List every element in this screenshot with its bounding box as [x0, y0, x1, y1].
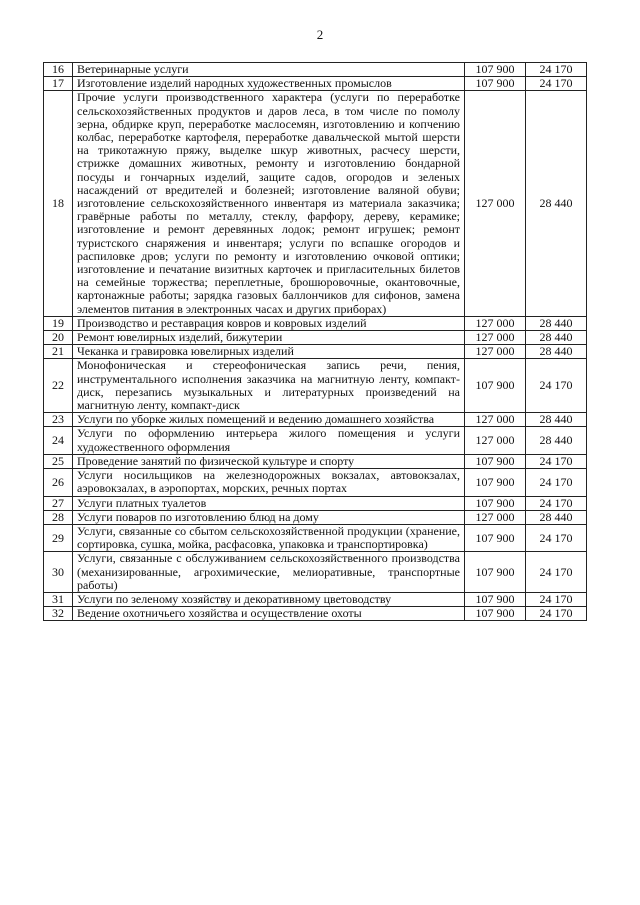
value-a: 127 000	[465, 413, 526, 427]
service-name: Услуги носильщиков на железнодорожных вокзалах, автовокзалах, аэровокзалах, в аэропортах, морских, речных портах	[73, 469, 465, 496]
row-number: 18	[44, 91, 73, 316]
value-a: 127 000	[465, 331, 526, 345]
row-number: 24	[44, 427, 73, 454]
value-a: 107 900	[465, 592, 526, 606]
value-a: 127 000	[465, 510, 526, 524]
value-b: 24 170	[526, 63, 587, 77]
value-a: 107 900	[465, 77, 526, 91]
table-row	[44, 91, 587, 316]
value-b: 24 170	[526, 607, 587, 621]
service-name: Изготовление изделий народных художественных промыслов	[73, 77, 465, 91]
table-row	[44, 592, 587, 606]
row-number: 20	[44, 331, 73, 345]
service-name: Чеканка и гравировка ювелирных изделий	[73, 345, 465, 359]
service-name: Проведение занятий по физической культуре и спорту	[73, 454, 465, 468]
value-a: 107 900	[465, 359, 526, 413]
row-number: 28	[44, 510, 73, 524]
value-b: 24 170	[526, 454, 587, 468]
table-row	[44, 427, 587, 454]
row-number: 23	[44, 413, 73, 427]
table-body	[44, 63, 587, 621]
value-a: 107 900	[465, 469, 526, 496]
table-row	[44, 316, 587, 330]
service-name: Услуги по уборке жилых помещений и ведению домашнего хозяйства	[73, 413, 465, 427]
page-number: 2	[316, 27, 324, 42]
value-b: 28 440	[526, 345, 587, 359]
service-name: Услуги платных туалетов	[73, 496, 465, 510]
value-a: 127 000	[465, 91, 526, 316]
value-b: 28 440	[526, 331, 587, 345]
value-a: 107 900	[465, 552, 526, 593]
value-b: 28 440	[526, 427, 587, 454]
value-a: 107 900	[465, 496, 526, 510]
table-row	[44, 469, 587, 496]
value-a: 107 900	[465, 524, 526, 551]
value-b: 28 440	[526, 510, 587, 524]
value-b: 24 170	[526, 592, 587, 606]
value-a: 127 000	[465, 345, 526, 359]
value-b: 24 170	[526, 359, 587, 413]
value-b: 24 170	[526, 469, 587, 496]
table-row	[44, 331, 587, 345]
service-name: Услуги по оформлению интерьера жилого помещения и услуги художественного оформления	[73, 427, 465, 454]
row-number: 27	[44, 496, 73, 510]
value-b: 28 440	[526, 413, 587, 427]
value-a: 107 900	[465, 607, 526, 621]
row-number: 29	[44, 524, 73, 551]
value-b: 24 170	[526, 496, 587, 510]
table-row	[44, 359, 587, 413]
row-number: 30	[44, 552, 73, 593]
value-b: 28 440	[526, 316, 587, 330]
value-a: 127 000	[465, 316, 526, 330]
table-row	[44, 510, 587, 524]
service-name: Услуги поваров по изготовлению блюд на дому	[73, 510, 465, 524]
value-a: 127 000	[465, 427, 526, 454]
service-name: Производство и реставрация ковров и ковровых изделий	[73, 316, 465, 330]
service-name: Услуги, связанные со сбытом сельскохозяйственной продукции (хранение, сортировка, сушка, мойка, расфасовка, упаковка и транспортировка)	[73, 524, 465, 551]
service-name: Ветеринарные услуги	[73, 63, 465, 77]
service-name: Ремонт ювелирных изделий, бижутерии	[73, 331, 465, 345]
row-number: 26	[44, 469, 73, 496]
value-b: 24 170	[526, 524, 587, 551]
row-number: 32	[44, 607, 73, 621]
value-b: 24 170	[526, 77, 587, 91]
table-row	[44, 496, 587, 510]
table-row	[44, 524, 587, 551]
row-number: 22	[44, 359, 73, 413]
table-row	[44, 345, 587, 359]
value-b: 28 440	[526, 91, 587, 316]
service-name: Монофоническая и стереофоническая запись речи, пения, инструментального исполнения заказчика на магнитную ленту, компакт-диск, перезапись музыкальных и литературных произведений на магнитную ленту, компакт-диск	[73, 359, 465, 413]
table-row	[44, 63, 587, 77]
service-name: Прочие услуги производственного характера (услуги по переработке сельскохозяйственных продуктов и даров леса, в том числе по помолу зерна, обдирке круп, переработке маслосемян, изготовлению и копчению колбас, переработке картофеля, переработке давальческой мытой шерсти на трикотажную пряжу, выделке шкур животных, расчесу шерсти, стрижке домашних животных, ремонту и изготовлению бондарной посуды и гончарных изделий, защите садов, огородов и зеленых насаждений от вредителей и болезней; изготовление валяной обуви; изготовление сельскохозяйственного инвентаря из материала заказчика; гравёрные работы по металлу, стеклу, фарфору, дереву, керамике; изготовление и ремонт деревянных лодок; ремонт игрушек; ремонт туристского снаряжения и инвентаря; услуги по вспашке огородов и распиловке дров; услуги по ремонту и изготовлению очковой оптики; изготовление и печатание визитных карточек и пригласительных билетов на семейные торжества; переплетные, брошюровочные, окантовочные, картонажные работы; зарядка газовых баллончиков для сифонов, замена элементов питания в электронных часах и других приборах)	[73, 91, 465, 316]
row-number: 21	[44, 345, 73, 359]
row-number: 19	[44, 316, 73, 330]
table-row	[44, 552, 587, 593]
table-row	[44, 607, 587, 621]
service-name: Ведение охотничьего хозяйства и осуществление охоты	[73, 607, 465, 621]
table-row	[44, 77, 587, 91]
table-row	[44, 413, 587, 427]
table-row	[44, 454, 587, 468]
row-number: 16	[44, 63, 73, 77]
value-b: 24 170	[526, 552, 587, 593]
value-a: 107 900	[465, 63, 526, 77]
service-name: Услуги по зеленому хозяйству и декоративному цветоводству	[73, 592, 465, 606]
value-a: 107 900	[465, 454, 526, 468]
row-number: 31	[44, 592, 73, 606]
services-table	[43, 62, 587, 621]
row-number: 17	[44, 77, 73, 91]
service-name: Услуги, связанные с обслуживанием сельскохозяйственного производства (механизированные, агрохимические, мелиоративные, транспортные работы)	[73, 552, 465, 593]
row-number: 25	[44, 454, 73, 468]
